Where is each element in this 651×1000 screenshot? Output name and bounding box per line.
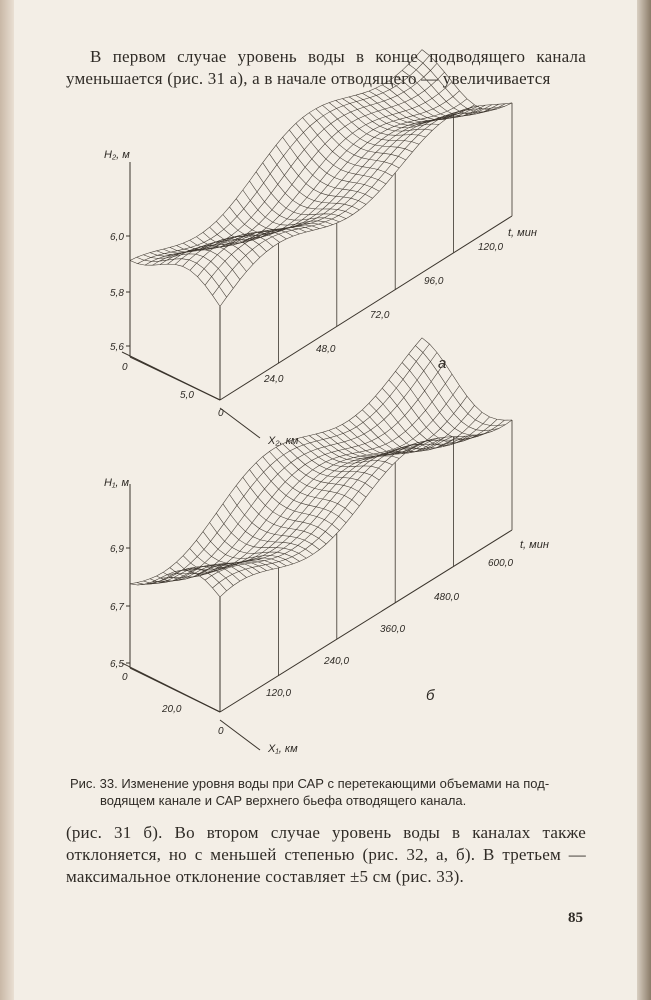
z-axis-label: H₂, м bbox=[104, 149, 130, 161]
z-axis-label: H₁, м bbox=[104, 477, 130, 489]
mesh-line-x bbox=[236, 199, 326, 230]
x-tick-label: 5,0 bbox=[180, 390, 194, 401]
mesh-line-x bbox=[396, 371, 486, 439]
mesh-line-t bbox=[220, 420, 512, 597]
origin-label: 0 bbox=[122, 362, 128, 373]
t-tick-label: 96,0 bbox=[424, 276, 444, 287]
mesh-line-x bbox=[329, 103, 419, 145]
mesh-line-x bbox=[296, 123, 386, 184]
x-axis-label: X₂, км bbox=[268, 435, 299, 447]
t-tick-label: 600,0 bbox=[488, 558, 514, 569]
z-tick-label: 6,9 bbox=[110, 544, 124, 555]
mesh-line-x bbox=[263, 457, 353, 515]
mesh-line-x bbox=[230, 495, 320, 550]
axes bbox=[122, 103, 512, 438]
z-tick-label: 5,6 bbox=[110, 342, 124, 353]
surface-plot-b bbox=[104, 338, 549, 755]
t-tick-label: 120,0 bbox=[266, 688, 292, 699]
bottom-paragraph: (рис. 31 б). Во втором случае уровень воды в каналах также отклоняется, но с меньшей степенью (рис. 32, а, б). В третьем — максимальное отклонение составляет ±5 см (рис. 33). bbox=[66, 823, 586, 886]
panel-label: б bbox=[426, 687, 435, 704]
mesh-line-t bbox=[153, 72, 445, 265]
surface-mesh bbox=[130, 338, 512, 597]
axes bbox=[122, 420, 512, 750]
mesh-line-x bbox=[382, 388, 472, 446]
page-number: 85 bbox=[568, 910, 583, 926]
mesh-line-x bbox=[422, 338, 512, 420]
z-tick-label: 6,7 bbox=[110, 602, 124, 613]
mesh-line-x bbox=[269, 154, 359, 210]
t-axis-line bbox=[220, 216, 512, 400]
panel-label: а bbox=[438, 355, 447, 372]
mesh-line-t bbox=[198, 417, 490, 575]
mesh-line-t bbox=[160, 82, 452, 265]
x-axis-arrow-line bbox=[220, 720, 260, 750]
mesh-line-x bbox=[415, 346, 505, 426]
mesh-line-x bbox=[389, 380, 479, 443]
t-tick-label: 480,0 bbox=[434, 592, 460, 603]
mesh-line-x bbox=[130, 570, 220, 597]
x-tick-label: 0 bbox=[218, 408, 224, 419]
front-base-edge bbox=[130, 357, 220, 400]
mesh-line-x bbox=[356, 95, 446, 125]
x-axis-label: X₁, км bbox=[268, 743, 298, 755]
x-tick-label: 20,0 bbox=[162, 704, 182, 715]
z-tick-label: 6,5 bbox=[110, 659, 124, 670]
surface-mesh bbox=[130, 50, 512, 307]
surface-plot-a bbox=[104, 50, 537, 447]
mesh-line-x bbox=[415, 57, 505, 112]
t-tick-label: 24,0 bbox=[264, 374, 284, 385]
mesh-line-x bbox=[216, 513, 306, 558]
t-tick-label: 360,0 bbox=[380, 624, 406, 635]
mesh-line-t bbox=[138, 344, 430, 585]
t-tick-label: 120,0 bbox=[478, 242, 504, 253]
t-tick-label: 48,0 bbox=[316, 344, 336, 355]
origin-label: 0 bbox=[122, 672, 128, 683]
mesh-line-t bbox=[175, 396, 467, 571]
top-paragraph: В первом случае уровень воды в конце подводящего канала уменьшается (рис. 31 а), а в начале отводящего — увеличивается bbox=[66, 47, 586, 88]
caption-line-2: водящем канале и САР верхнего бьефа отводящего канала. bbox=[100, 793, 467, 808]
mesh-line-x bbox=[210, 523, 300, 562]
t-tick-label: 240,0 bbox=[324, 656, 350, 667]
t-axis-label: t, мин bbox=[520, 539, 549, 551]
t-tick-label: 72,0 bbox=[370, 310, 390, 321]
mesh-line-x bbox=[223, 504, 313, 555]
mesh-line-x bbox=[402, 70, 492, 116]
mesh-line-x bbox=[289, 130, 379, 191]
mesh-line-x bbox=[409, 64, 499, 114]
mesh-line-x bbox=[422, 50, 512, 110]
mesh-line-x bbox=[362, 410, 452, 452]
mesh-line-t bbox=[183, 405, 475, 570]
mesh-line-x bbox=[389, 81, 479, 119]
mesh-line-x bbox=[409, 354, 499, 431]
t-axis-line bbox=[220, 530, 512, 712]
mesh-line-t bbox=[160, 374, 452, 578]
x-tick-label: 0 bbox=[218, 726, 224, 737]
z-tick-label: 5,8 bbox=[110, 288, 124, 299]
mesh-line-x bbox=[203, 230, 293, 246]
mesh-line-x bbox=[323, 105, 413, 152]
caption-line-1: Рис. 33. Изменение уровня воды при САР с перетекающими объемами на под- bbox=[70, 776, 550, 791]
x-axis-arrow-line bbox=[220, 408, 260, 438]
figure-caption bbox=[70, 775, 590, 809]
t-axis-label: t, мин bbox=[508, 227, 537, 239]
mesh-line-t bbox=[130, 50, 422, 261]
mesh-line-x bbox=[402, 363, 492, 436]
mesh-line-t bbox=[153, 363, 445, 582]
z-tick-label: 6,0 bbox=[110, 232, 124, 243]
